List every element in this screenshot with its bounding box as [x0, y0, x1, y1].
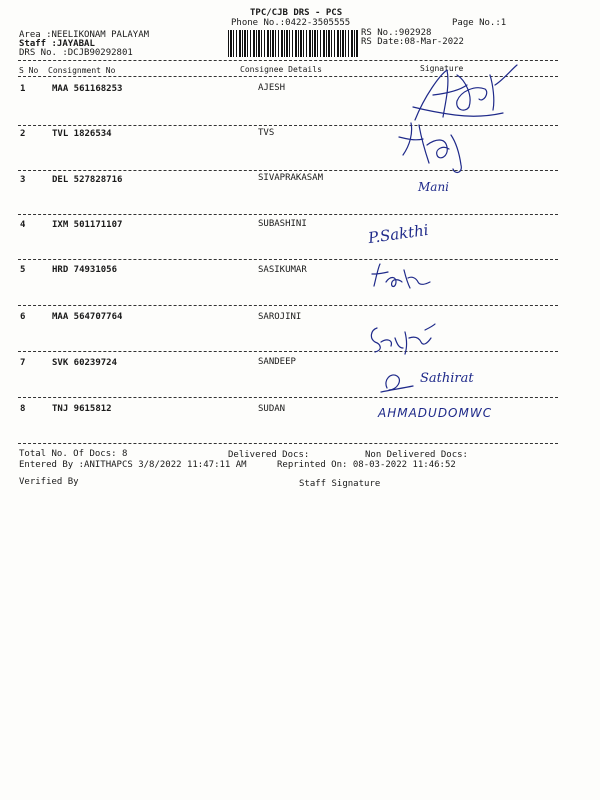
row-consignment: DEL 527828716: [52, 175, 123, 185]
row-consignee: SIVAPRAKASAM: [258, 173, 324, 183]
phone-number: Phone No.:0422-3505555: [231, 18, 351, 28]
signature-row-3: Mani: [418, 180, 450, 194]
row-consignee: AJESH: [258, 83, 286, 93]
row-sno: 2: [20, 129, 26, 139]
row-consignee: SANDEEP: [258, 357, 296, 367]
col-signature: Signature: [420, 64, 464, 73]
row-consignment: MAA 564707764: [52, 312, 123, 322]
row-sno: 5: [20, 265, 26, 275]
staff-label: Staff :JAYABAL: [19, 39, 95, 49]
verified-by: Verified By: [19, 477, 79, 487]
row-divider: [18, 351, 558, 352]
row-consignment: IXM 501171107: [52, 220, 123, 230]
row-consignment: TVL 1826534: [52, 129, 112, 139]
rs-number: RS No.:902928: [361, 28, 432, 38]
signature-row-7-mark: [377, 368, 417, 396]
row-divider: [18, 170, 558, 171]
row-consignment: SVK 60239724: [52, 358, 118, 368]
row-sno: 1: [20, 84, 26, 94]
row-consignment: MAA 561168253: [52, 84, 123, 94]
col-consignee: Consignee Details: [240, 65, 322, 74]
row-consignee: SUDAN: [258, 404, 286, 414]
row-divider: [18, 397, 558, 398]
row-sno: 7: [20, 358, 26, 368]
row-sno: 4: [20, 220, 26, 230]
signature-row-6: [365, 318, 440, 358]
row-divider: [18, 443, 558, 444]
staff-signature: Staff Signature: [299, 479, 381, 489]
signature-row-7: Sathirat: [420, 371, 474, 386]
row-consignee: SUBASHINI: [258, 219, 307, 229]
row-divider: [18, 259, 558, 260]
signature-row-5: [368, 260, 438, 295]
row-consignee: TVS: [258, 128, 275, 138]
drs-number: DRS No. :DCJB90292801: [19, 48, 133, 58]
delivered-docs: Delivered Docs:: [228, 450, 310, 460]
reprinted-on: Reprinted On: 08-03-2022 11:46:52: [277, 460, 456, 470]
col-sno: S No: [19, 66, 39, 75]
signature-row-8: AHMADUDOMWC: [378, 406, 493, 420]
area-label: Area :NEELIKONAM PALAYAM: [19, 30, 150, 40]
signature-row-4: P.Sakthi: [367, 220, 430, 248]
non-delivered-docs: Non Delivered Docs:: [365, 450, 468, 460]
row-consignment: TNJ 9615812: [52, 404, 112, 414]
row-divider: [18, 214, 558, 215]
row-sno: 6: [20, 312, 26, 322]
row-divider: [18, 305, 558, 306]
barcode: [228, 30, 358, 57]
row-consignee: SAROJINI: [258, 312, 302, 322]
document-title: TPC/CJB DRS - PCS: [250, 8, 343, 18]
entered-by: Entered By :ANITHAPCS 3/8/2022 11:47:11 AM: [19, 460, 247, 470]
total-docs: Total No. Of Docs: 8: [19, 449, 128, 459]
row-sno: 8: [20, 404, 26, 414]
page-number: Page No.:1: [452, 18, 507, 28]
row-sno: 3: [20, 175, 26, 185]
rs-date: RS Date:08-Mar-2022: [361, 37, 464, 47]
col-consignment: Consignment No: [48, 66, 116, 75]
row-consignment: HRD 74931056: [52, 265, 118, 275]
signature-row-2: [395, 115, 470, 180]
row-consignee: SASIKUMAR: [258, 265, 307, 275]
